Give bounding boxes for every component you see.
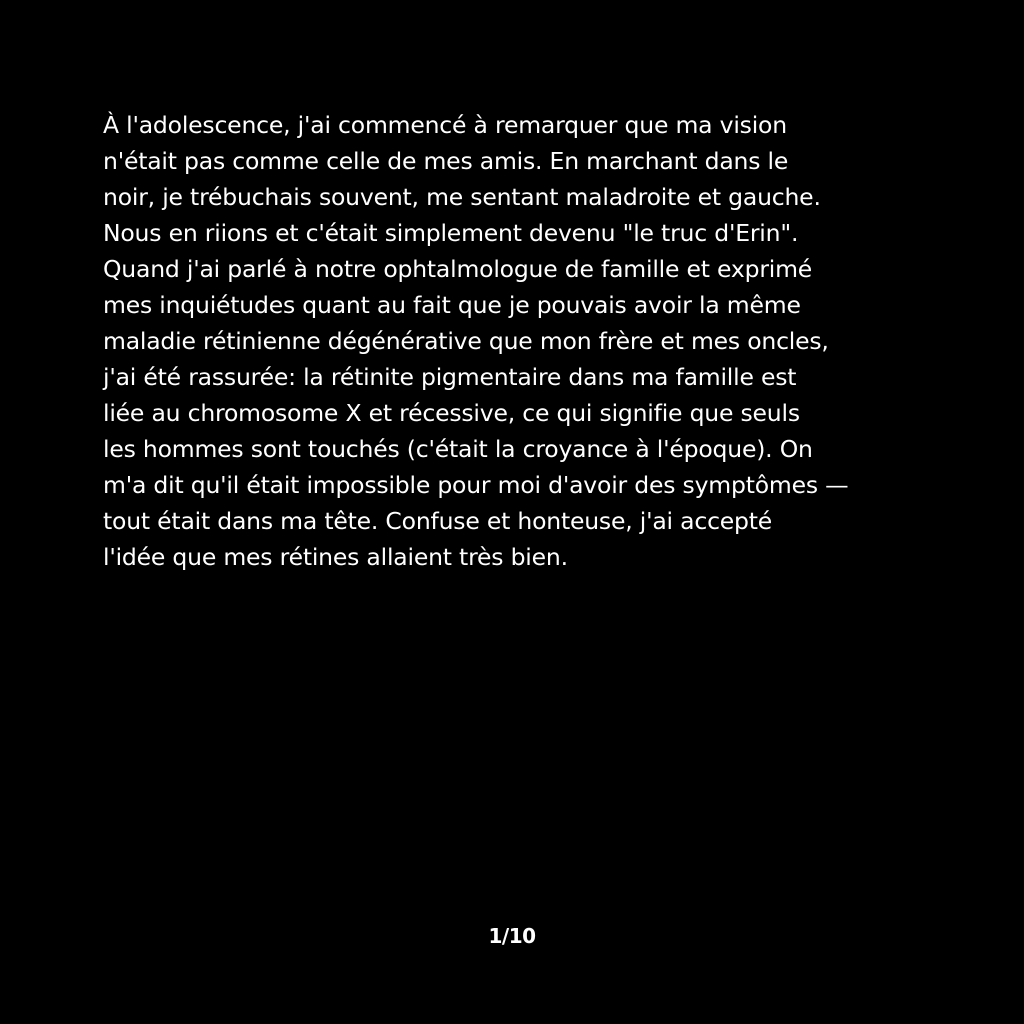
- paragraph-line: j'ai été rassurée: la rétinite pigmentaire dans ma famille est: [103, 363, 797, 391]
- paragraph-line: Quand j'ai parlé à notre ophtalmologue de famille et exprimé: [103, 255, 813, 283]
- paragraph-line: mes inquiétudes quant au fait que je pouvais avoir la même: [103, 291, 801, 319]
- paragraph-line: liée au chromosome X et récessive, ce qui signifie que seuls: [103, 399, 800, 427]
- paragraph-line: l'idée que mes rétines allaient très bien.: [103, 543, 568, 571]
- paragraph-line: m'a dit qu'il était impossible pour moi d'avoir des symptômes —: [103, 471, 849, 499]
- page-indicator: 1/10: [488, 924, 536, 948]
- paragraph-line: À l'adolescence, j'ai commencé à remarquer que ma vision: [103, 111, 787, 139]
- paragraph-line: maladie rétinienne dégénérative que mon frère et mes oncles,: [103, 327, 829, 355]
- paragraph-line: n'était pas comme celle de mes amis. En marchant dans le: [103, 147, 789, 175]
- paragraph-line: les hommes sont touchés (c'était la croyance à l'époque). On: [103, 435, 813, 463]
- body-paragraph: [103, 107, 933, 575]
- paragraph-line: Nous en riions et c'était simplement devenu "le truc d'Erin".: [103, 219, 799, 247]
- paragraph-line: tout était dans ma tête. Confuse et honteuse, j'ai accepté: [103, 507, 773, 535]
- paragraph-line: noir, je trébuchais souvent, me sentant maladroite et gauche.: [103, 183, 821, 211]
